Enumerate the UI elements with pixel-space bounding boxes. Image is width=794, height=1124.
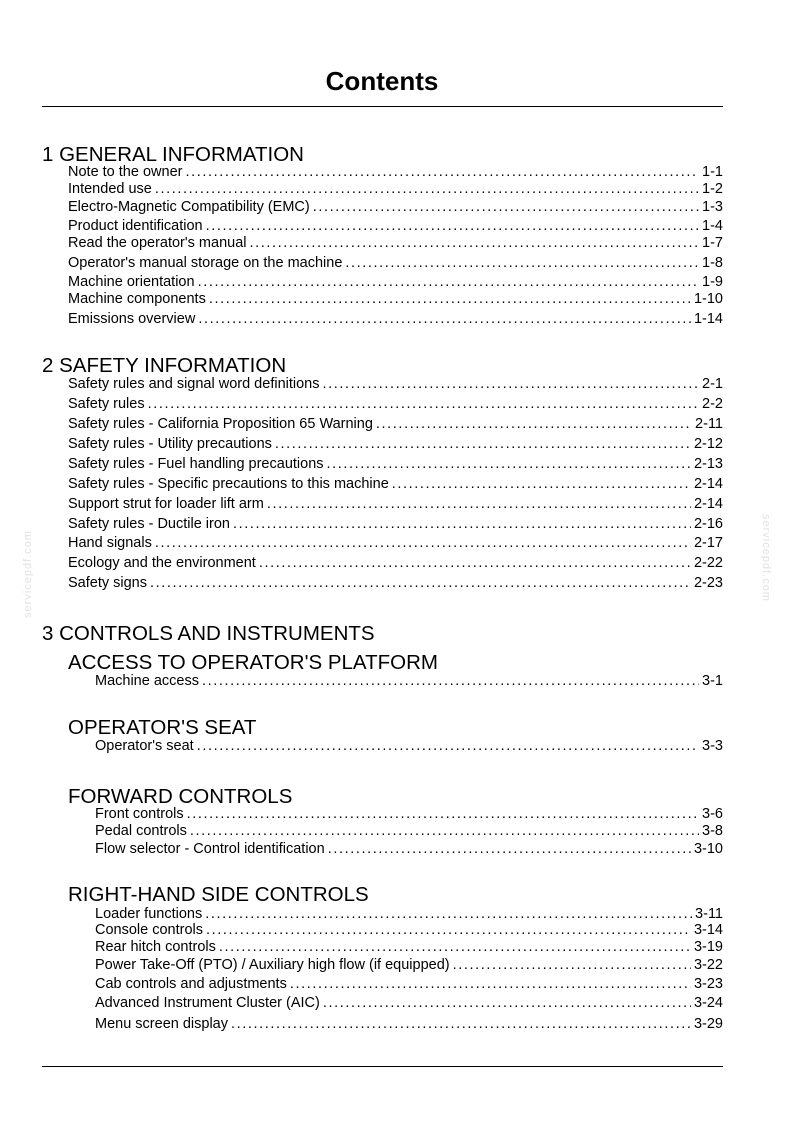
subsection-heading: OPERATOR'S SEAT xyxy=(68,716,257,739)
entry-title: Operator's seat xyxy=(95,738,194,754)
dot-leader xyxy=(150,575,691,592)
dot-leader xyxy=(198,311,691,328)
toc-entry[interactable] xyxy=(68,476,723,493)
entry-page: 1-10 xyxy=(693,291,723,307)
toc-entry[interactable] xyxy=(68,496,723,513)
entry-title: Safety rules - California Proposition 65 Warning xyxy=(68,416,373,432)
toc-entry[interactable] xyxy=(68,255,723,272)
entry-page: 3-23 xyxy=(693,976,723,992)
entry-page: 1-2 xyxy=(702,181,723,197)
entry-title: Emissions overview xyxy=(68,311,196,327)
entry-title: Support strut for loader lift arm xyxy=(68,496,264,512)
toc-entry[interactable] xyxy=(68,199,723,216)
dot-leader xyxy=(275,436,691,453)
toc-entry[interactable] xyxy=(95,976,723,993)
dot-leader xyxy=(155,181,699,198)
toc-entry[interactable] xyxy=(68,436,723,453)
dot-leader xyxy=(250,235,700,252)
dot-leader xyxy=(327,456,691,473)
dot-leader xyxy=(206,922,691,939)
entry-page: 3-8 xyxy=(702,823,723,839)
toc-entry[interactable] xyxy=(95,957,723,974)
entry-title: Flow selector - Control identification xyxy=(95,841,325,857)
entry-page: 1-3 xyxy=(702,199,723,215)
entry-page: 1-14 xyxy=(693,311,723,327)
entry-title: Product identification xyxy=(68,218,203,234)
entry-title: Loader functions xyxy=(95,906,203,922)
bottom-divider xyxy=(42,1066,723,1067)
entry-page: 1-1 xyxy=(702,164,723,180)
toc-entry[interactable] xyxy=(95,738,723,755)
toc-entry[interactable] xyxy=(68,456,723,473)
toc-entry[interactable] xyxy=(68,516,723,533)
dot-leader xyxy=(453,957,691,974)
entry-title: Safety rules - Utility precautions xyxy=(68,436,272,452)
toc-entry[interactable] xyxy=(68,235,723,252)
toc-entry[interactable] xyxy=(68,416,723,433)
entry-page: 2-14 xyxy=(693,496,723,512)
dot-leader xyxy=(206,218,699,235)
entry-page: 2-23 xyxy=(693,575,723,591)
dot-leader xyxy=(219,939,691,956)
dot-leader xyxy=(187,806,699,823)
dot-leader xyxy=(313,199,699,216)
entry-title: Operator's manual storage on the machine xyxy=(68,255,343,271)
toc-entry[interactable] xyxy=(68,164,723,181)
section-heading: 3 CONTROLS AND INSTRUMENTS xyxy=(42,622,375,645)
entry-page: 3-3 xyxy=(702,738,723,754)
toc-entry[interactable] xyxy=(68,396,723,413)
dot-leader xyxy=(190,823,699,840)
entry-page: 1-4 xyxy=(702,218,723,234)
toc-entry[interactable] xyxy=(68,555,723,572)
entry-title: Read the operator's manual xyxy=(68,235,247,251)
toc-entry[interactable] xyxy=(95,823,723,840)
section-heading: 1 GENERAL INFORMATION xyxy=(42,143,304,166)
entry-page: 2-11 xyxy=(695,416,723,432)
entry-page: 2-2 xyxy=(702,396,723,412)
dot-leader xyxy=(209,291,691,308)
entry-page: 1-8 xyxy=(702,255,723,271)
entry-title: Front controls xyxy=(95,806,184,822)
entry-title: Ecology and the environment xyxy=(68,555,256,571)
toc-entry[interactable] xyxy=(68,291,723,308)
entry-title: Menu screen display xyxy=(95,1016,228,1032)
subsection-heading: FORWARD CONTROLS xyxy=(68,785,293,808)
dot-leader xyxy=(345,255,699,272)
entry-page: 3-19 xyxy=(693,939,723,955)
dot-leader xyxy=(198,274,699,291)
entry-title: Power Take-Off (PTO) / Auxiliary high flow (if equipped) xyxy=(95,957,450,973)
entry-title: Safety rules - Ductile iron xyxy=(68,516,230,532)
entry-title: Electro-Magnetic Compatibility (EMC) xyxy=(68,199,310,215)
toc-entry[interactable] xyxy=(95,1016,723,1033)
toc-entry[interactable] xyxy=(68,218,723,235)
watermark-left: servicepdf.com xyxy=(22,530,34,618)
dot-leader xyxy=(290,976,691,993)
dot-leader xyxy=(231,1016,691,1033)
entry-page: 2-17 xyxy=(693,535,723,551)
entry-title: Safety rules - Specific precautions to this machine xyxy=(68,476,389,492)
dot-leader xyxy=(323,995,691,1012)
entry-title: Note to the owner xyxy=(68,164,183,180)
entry-title: Machine components xyxy=(68,291,206,307)
dot-leader xyxy=(392,476,691,493)
dot-leader xyxy=(376,416,692,433)
entry-title: Safety rules and signal word definitions xyxy=(68,376,320,392)
subsection-heading: RIGHT-HAND SIDE CONTROLS xyxy=(68,883,369,906)
entry-title: Advanced Instrument Cluster (AIC) xyxy=(95,995,320,1011)
section-heading: 2 SAFETY INFORMATION xyxy=(42,354,287,377)
dot-leader xyxy=(322,376,699,393)
entry-title: Pedal controls xyxy=(95,823,187,839)
entry-page: 2-14 xyxy=(693,476,723,492)
toc-entry[interactable] xyxy=(68,311,723,328)
toc-entry[interactable] xyxy=(95,806,723,823)
entry-title: Hand signals xyxy=(68,535,152,551)
entry-title: Console controls xyxy=(95,922,203,938)
entry-page: 2-13 xyxy=(693,456,723,472)
entry-title: Rear hitch controls xyxy=(95,939,216,955)
entry-title: Machine orientation xyxy=(68,274,195,290)
toc-entry[interactable] xyxy=(68,274,723,291)
entry-title: Machine access xyxy=(95,673,199,689)
toc-entry[interactable] xyxy=(95,906,723,923)
page-title: Contents xyxy=(325,66,439,96)
entry-title: Cab controls and adjustments xyxy=(95,976,287,992)
dot-leader xyxy=(267,496,691,513)
entry-page: 3-22 xyxy=(693,957,723,973)
toc-entry[interactable] xyxy=(68,181,723,198)
toc-entry[interactable] xyxy=(95,673,723,690)
toc-entry[interactable] xyxy=(95,995,723,1012)
entry-page: 3-29 xyxy=(693,1016,723,1032)
toc-entry[interactable] xyxy=(68,535,723,552)
toc-entry[interactable] xyxy=(95,841,723,858)
toc-entry[interactable] xyxy=(95,922,723,939)
entry-title: Safety signs xyxy=(68,575,147,591)
entry-page: 1-9 xyxy=(702,274,723,290)
entry-page: 2-16 xyxy=(693,516,723,532)
dot-leader xyxy=(205,906,692,923)
entry-title: Intended use xyxy=(68,181,152,197)
entry-page: 3-14 xyxy=(693,922,723,938)
entry-page: 3-11 xyxy=(695,906,723,922)
top-divider xyxy=(42,106,723,107)
subsection-heading: ACCESS TO OPERATOR'S PLATFORM xyxy=(68,651,438,674)
entry-page: 3-6 xyxy=(702,806,723,822)
dot-leader xyxy=(148,396,699,413)
entry-page: 1-7 xyxy=(702,235,723,251)
watermark-right: servicepdf.com xyxy=(760,514,772,602)
toc-entry[interactable] xyxy=(95,939,723,956)
dot-leader xyxy=(259,555,691,572)
entry-title: Safety rules - Fuel handling precautions xyxy=(68,456,324,472)
dot-leader xyxy=(202,673,699,690)
entry-page: 3-10 xyxy=(693,841,723,857)
entry-page: 2-1 xyxy=(702,376,723,392)
toc-entry[interactable] xyxy=(68,376,723,393)
dot-leader xyxy=(328,841,691,858)
entry-page: 2-22 xyxy=(693,555,723,571)
dot-leader xyxy=(155,535,691,552)
entry-page: 2-12 xyxy=(693,436,723,452)
dot-leader xyxy=(185,164,699,181)
entry-page: 3-1 xyxy=(702,673,723,689)
entry-title: Safety rules xyxy=(68,396,145,412)
toc-entry[interactable] xyxy=(68,575,723,592)
dot-leader xyxy=(197,738,699,755)
dot-leader xyxy=(233,516,691,533)
entry-page: 3-24 xyxy=(693,995,723,1011)
